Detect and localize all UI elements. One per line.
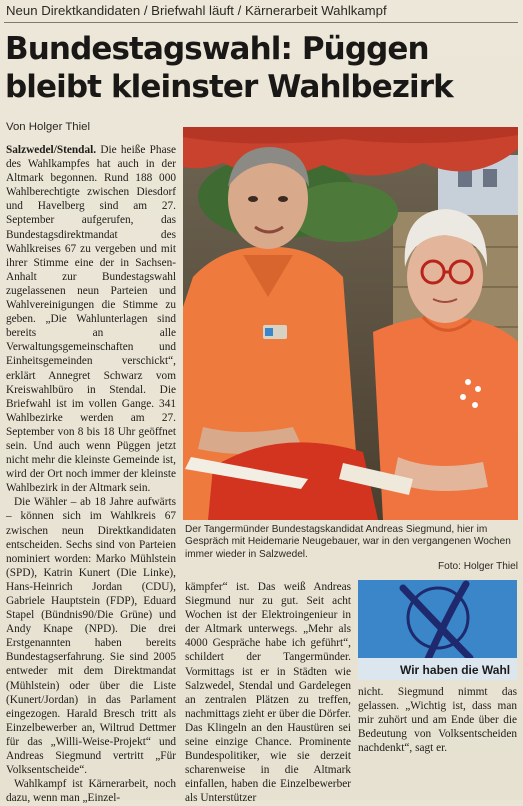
- photo-illustration: [183, 127, 518, 520]
- dateline: Salzwedel/Stendal.: [6, 144, 97, 156]
- election-logo-label: Wir haben die Wahl: [400, 663, 511, 677]
- article-photo: [183, 127, 518, 520]
- photo-credit: Foto: Holger Thiel: [437, 561, 518, 573]
- byline: Von Holger Thiel: [6, 121, 91, 133]
- article-column-3: [358, 685, 517, 755]
- article-column-1: [6, 143, 176, 805]
- photo-caption: [185, 524, 518, 574]
- paragraph: Salzwedel/Stendal. Die heiße Phase des Wahlkampfes hat auch in der Altmark begonnen. Rund 188 000 Wahlberechtigte zwischen Diesdorf und Havelberg sind am 27. September aufgerufen, das Bundestagsdirektmandat des Wahlkreises 67 zu vergeben und mit ihrer Stimme eine der in Sachsen-Anhalt zur Bundestagswahl zugelassenen neun Parteien und Wahlvereinigungen die Stimme zu geben. „Die Wahlunterlagen sind bereits an alle Verwaltungsgemeinschaften und Einheitsgemeinden verschickt“, erklärt Annegret Schwarz vom Kreiswahlbüro in Stendal. Die Briefwahl ist im vollen Gange. 341 Wahlbezirke werden am 27. September von 8 bis 18 Uhr geöffnet sein. Und auch wenn Püggen jetzt nicht mehr die kleinste Gemeinde ist, wird der Ort noch immer der kleinste Wahlbezirk in der Altmark sein.: [6, 144, 176, 495]
- paragraph: kämpfer“ ist. Das weiß Andreas Siegmund nur zu gut. Seit acht Wochen ist der Elektroingenieur in der Altmark unterwegs. „Mehr als 4000 Gespräche habe ich geführt“, schildert der Tangermünder. Vormittags ist er in Städten wie Salzwedel, Stendal und Gardelegen an zentralen Plätzen zu treffen, nachmittags zieht er über die Dörfer. Das Klingeln an den Haustüren sei seine einzige Chance. Prominente Bundespolitiker, wie sie derzeit scharenweise in die Altmark einfallen, haben die Einzelbewerber als Unterstützer: [185, 581, 351, 805]
- paragraph: Wahlkampf ist Kärnerarbeit, noch dazu, wenn man „Einzel-: [6, 778, 176, 805]
- paragraph: Die Wähler – ab 18 Jahre aufwärts – können sich im Wahlkreis 67 zwischen neun Direktkandidaten entscheiden. Sechs sind von Parteien nominiert worden: Marko Mühlstein (SPD), Katrin Kunert (Die Linke), Hans-Heinrich Jordan (CDU), Gabriele Hauptstein (FDP), Eduard Stapel (Bündnis90/Die Grüne) und Andy Knape (NPD). Die drei Erstgenannten haben bereits Bundestagserfahrung. Sie sind 2005 entweder mit dem Direktmandat (Mühlstein) oder über die Liste (Kunert/Jordan) in das Parlament eingezogen. Harald Bresch tritt als Einzelbewerber an, Wiltrud Dettmer für das „Willi-Weise-Projekt“ und Andreas Siegmund vertritt „Für Volksentscheide“.: [6, 496, 176, 777]
- election-logo-box: [358, 580, 517, 680]
- paragraph: nicht. Siegmund nimmt das gelassen. „Wichtig ist, dass man mir zuhört und am Ende über die Bedeutung von Volksentscheiden nachdenkt“, sagt er.: [358, 686, 517, 755]
- kicker-rule: [4, 22, 518, 23]
- headline-line-2: bleibt kleinster Wahlbezirk: [5, 69, 453, 105]
- caption-text: Der Tangermünder Bundestagskandidat Andreas Siegmund, hier im Gespräch mit Heidemarie Neugebauer, war in den vergangenen Wochen immer wieder in Salzwedel.: [185, 524, 511, 560]
- headline: [5, 30, 517, 106]
- article-column-2: [185, 580, 351, 806]
- kicker: Neun Direktkandidaten / Briefwahl läuft / Kärnerarbeit Wahlkampf: [6, 3, 387, 18]
- headline-line-1: Bundestagswahl: Püggen: [5, 31, 429, 67]
